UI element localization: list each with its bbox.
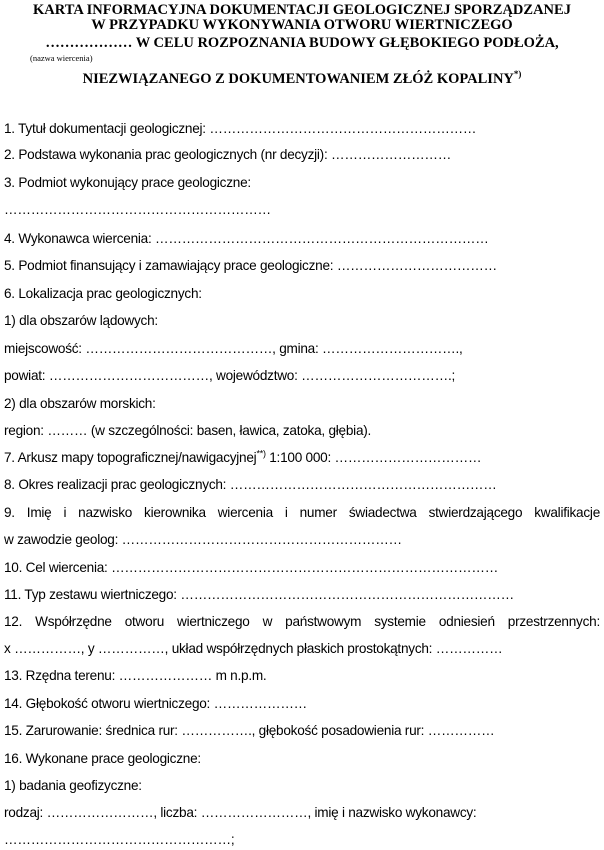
item-6-land-areas: 1) dla obszarów lądowych: [4,313,158,328]
item-11-rig-type: 11. Typ zestawu wiertniczego: ………………………………………………………………… [4,587,514,602]
item-10-purpose: 10. Cel wiercenia: …………………………………………………………………………… [4,560,499,575]
item-7-map-sheet [4,450,600,466]
header-line-2: W PRZYPADKU WYKONYWANIA OTWORU WIERTNICZEGO [91,17,513,33]
item-6-county-voivodeship: powiat: ………………………………, województwo: …………………………….; [4,368,456,383]
item-5-financing-entity: 5. Podmiot finansujący i zamawiający prace geologiczne: ……………………………… [4,258,497,273]
item-3-executing-entity: 3. Podmiot wykonujący prace geologiczne: [4,175,251,190]
item-3-dots: …………………………………………………… [4,202,271,217]
item-16-geophysics: 1) badania geofizyczne: [4,778,142,793]
drilling-name-caption: (nazwa wiercenia) [30,53,93,63]
item-6-sea-areas: 2) dla obszarów morskich: [4,396,156,411]
header-line-4 [0,69,604,87]
item-4-drilling-contractor: 4. Wykonawca wiercenia: ………………………………………………………………… [4,231,489,246]
item-9-manager: 9. Imię i nazwisko kierownika wiercenia i numer świadectwa stwierdzającego kwalifikacje [4,505,600,520]
item-8-work-period: 8. Okres realizacji prac geologicznych: …………………………………………………… [4,477,497,492]
item-1-title: 1. Tytuł dokumentacji geologicznej: …………………………………………………… [4,121,477,136]
item-9-geologist: w zawodzie geolog: ……………………………………………………… [4,532,402,547]
item-16-contractor-dots: ……………………………………………; [4,832,235,847]
item-12-xy: x ……………, y ……………, układ współrzędnych płaskich prostokątnych: …………… [4,641,503,656]
item-6-location: 6. Lokalizacja prac geologicznych: [4,286,202,301]
item-16-works: 16. Wykonane prace geologiczne: [4,751,201,766]
item-15-casing: 15. Zarurowanie: średnica rur: ……………., głębokość posadowienia rur: …………… [4,723,495,738]
header-line-3: ……………… W CELU ROZPOZNANIA BUDOWY GŁĘBOKIEGO PODŁOŻA, [45,35,559,51]
item-13-ground-elevation: 13. Rzędna terenu: ………………… m n.p.m. [4,668,267,683]
item-6-region: region: ……… (w szczególności: basen, ławica, zatoka, głębia). [4,423,372,438]
item-7-scale: 1:100 000: …………………………… [265,450,482,465]
item-16-type-count: rodzaj: ……………………, liczba: ……………………, imię i nazwisko wykonawcy: [4,805,477,820]
footnote-mark-1: *) [513,69,522,80]
item-6-locality-commune: miejscowość: ……………………………………, gmina: …………………………., [4,341,463,356]
item-12-coordinates: 12. Współrzędne otworu wiertniczego w państwowym systemie odniesień przestrzennych: [4,614,600,629]
footnote-mark-2: **) [256,450,266,459]
item-7-text: 7. Arkusz mapy topograficznej/nawigacyjnej [4,450,257,465]
item-14-depth: 14. Głębokość otworu wiertniczego: ………………… [4,696,308,711]
item-2-basis: 2. Podstawa wykonania prac geologicznych (nr decyzji): ……………………… [4,147,452,162]
header-line-4-text: NIEZWIĄZANEGO Z DOKUMENTOWANIEM ZŁÓŻ KOPALINY [82,71,514,87]
header-line-1: KARTA INFORMACYJNA DOKUMENTACJI GEOLOGICZNEJ SPORZĄDZANEJ [33,2,571,18]
